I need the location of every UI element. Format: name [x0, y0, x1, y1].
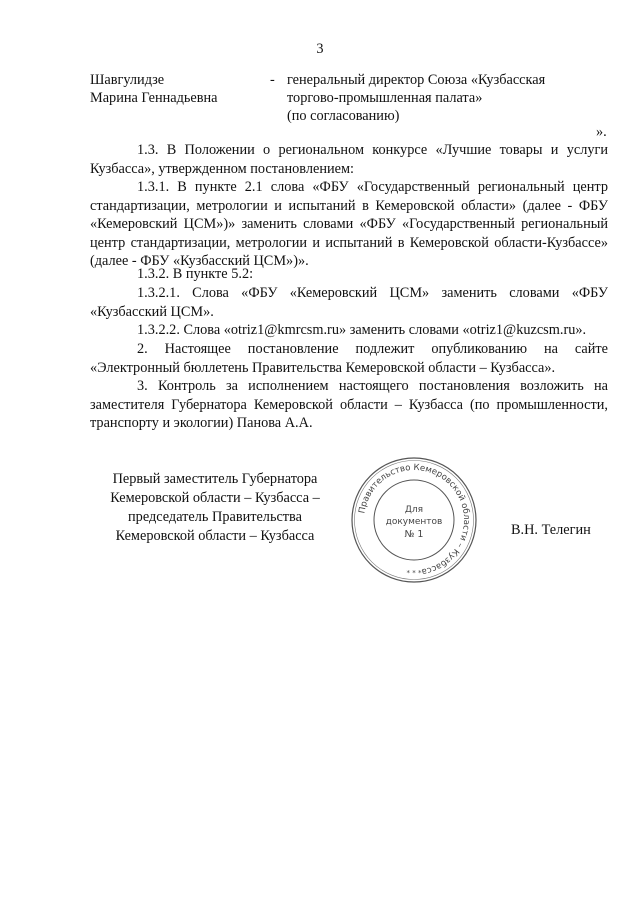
stamp-center-line2: документов	[385, 517, 443, 527]
paragraph-1-3-2-1: 1.3.2.1. Слова «ФБУ «Кемеровский ЦСМ» заменить словами «ФБУ «Кузбасский ЦСМ».	[90, 285, 608, 320]
signatory-title-line1: Первый заместитель Губернатора	[112, 471, 318, 487]
member-position-line3: (по согласованию)	[287, 108, 400, 124]
stamp-center-line3: № 1	[404, 529, 424, 540]
paragraph-1-3-1: 1.3.1. В пункте 2.1 слова «ФБУ «Государственный региональный центр стандартизации, метрологии и испытаний в Кемеровской области» (далее - ФБУ «Кемеровский ЦСМ»)» заменить словами «ФБУ «Государственный региональный центр стандартизации, метрологии и испытаний в Кемеровской области-Кузбассе» (далее - ФБУ «Кузбасский ЦСМ»)».	[90, 179, 608, 270]
paragraph-1-3: 1.3. В Положении о региональном конкурсе «Лучшие товары и услуги Кузбасса», утвержденном постановлением:	[90, 142, 608, 177]
closing-quote-mark: ».	[596, 124, 607, 140]
stamp-center-line1: Для	[404, 505, 424, 515]
member-given-names: Марина Геннадьевна	[90, 90, 218, 106]
member-surname: Шавгулидзе	[90, 72, 165, 88]
stamp-stars: * * *	[406, 569, 422, 577]
stamp-ring-text: Правительство Кемеровской области – Кузбасса	[357, 462, 472, 577]
paragraph-3: 3. Контроль за исполнением настоящего постановления возложить на заместителя Губернатора Кемеровской области – Кузбасса (по промышленности, транспорту и экологии) Панова А.А.	[90, 378, 608, 432]
member-position-line2: торгово-промышленная палата»	[287, 90, 483, 106]
signatory-title-line3: председатель Правительства	[128, 509, 302, 525]
signatory-name: В.Н. Телегин	[511, 522, 591, 538]
page-number: 3	[316, 41, 324, 57]
signatory-title-line4: Кемеровской области – Кузбасса	[115, 528, 315, 544]
official-stamp	[348, 454, 480, 586]
signatory-title	[90, 470, 340, 546]
member-dash: -	[270, 72, 275, 88]
signatory-title-line2: Кемеровской области – Кузбасса –	[110, 490, 320, 506]
member-position-line1: генеральный директор Союза «Кузбасская	[287, 72, 546, 88]
paragraph-1-3-2-2: 1.3.2.2. Слова «otriz1@kmrcsm.ru» заменить словами «otriz1@kuzcsm.ru».	[137, 322, 587, 338]
paragraph-1-3-2: 1.3.2. В пункте 5.2:	[137, 266, 254, 282]
paragraph-2: 2. Настоящее постановление подлежит опубликованию на сайте «Электронный бюллетень Правительства Кемеровской области – Кузбасса».	[90, 341, 608, 376]
